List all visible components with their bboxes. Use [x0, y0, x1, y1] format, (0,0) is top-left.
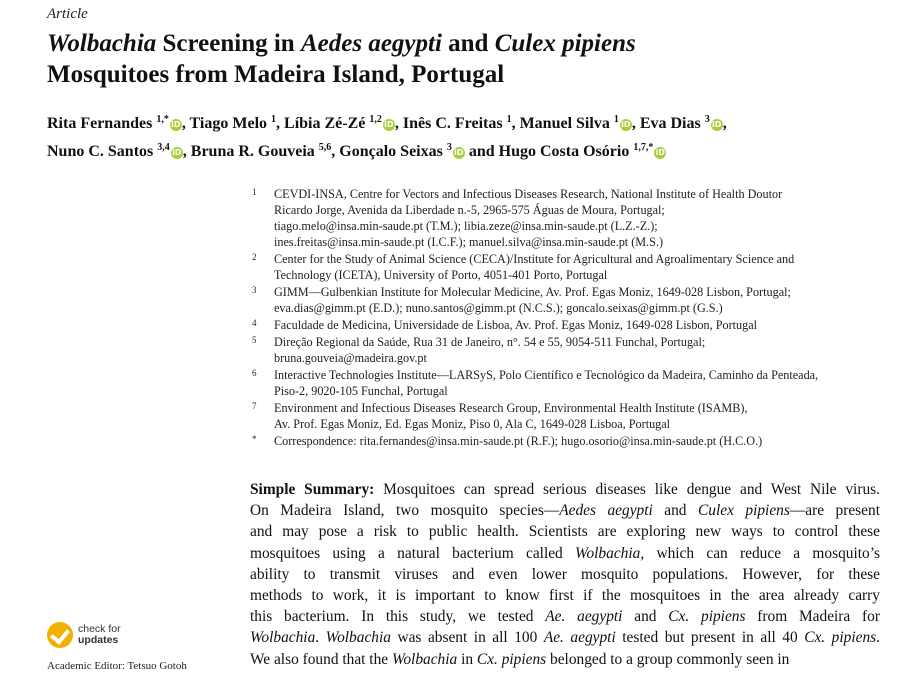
affiliation-item — [250, 400, 880, 432]
check-line-2: updates — [78, 634, 119, 646]
affiliation-line: Faculdade de Medicina, Universidade de Lisboa, Av. Prof. Egas Moniz, 1649-028 Lisbon, Portugal — [274, 318, 757, 332]
summary-segment: Aedes aegypti — [559, 502, 653, 520]
summary-segment: in — [457, 650, 477, 668]
summary-segment: On Madeira Island, two mosquito species— — [250, 502, 560, 520]
author-separator: , — [631, 115, 640, 132]
summary-segment: and may pose a risk to public health. Scientists are exploring new ways to control these — [250, 523, 880, 541]
summary-segment: . — [876, 629, 880, 647]
check-line-1: check for — [78, 623, 121, 635]
summary-segment: Ae. aegypti — [545, 608, 623, 626]
affiliation-number: 6 — [252, 368, 257, 378]
author-affiliation-marker: 3,4 — [157, 142, 170, 153]
summary-segment: and — [652, 502, 698, 520]
author-separator: , — [394, 115, 403, 132]
summary-segment: tested but present in all 40 — [615, 629, 805, 647]
author[interactable] — [47, 143, 183, 160]
author-affiliation-marker: 1,7,* — [633, 142, 654, 153]
title-line-1 — [47, 28, 877, 59]
title-segment: and — [441, 30, 495, 57]
author-separator: , — [182, 143, 191, 160]
check-for-updates-badge[interactable] — [47, 622, 137, 650]
author[interactable] — [403, 115, 512, 132]
author-name: Rita Fernandes — [47, 115, 157, 132]
summary-segment: Cx. pipiens — [476, 650, 547, 668]
summary-segment: , which can reduce a mosquito’s — [640, 544, 880, 562]
article-title — [47, 28, 877, 90]
affiliation-item — [250, 251, 880, 283]
affiliation-line: tiago.melo@insa.min-saude.pt (T.M.); libia.zeze@insa.min-saude.pt (L.Z.-Z.); — [274, 219, 658, 233]
orcid-icon[interactable]: iD — [655, 148, 665, 157]
author-affiliation-marker: 1 — [271, 114, 277, 125]
author-separator: , — [276, 115, 285, 132]
affiliation-item — [250, 317, 880, 333]
affiliation-line: eva.dias@gimm.pt (E.D.); nuno.santos@gimm.pt (N.C.S.); goncalo.seixas@gimm.pt (G.S.) — [274, 301, 723, 315]
affiliation-line: Technology (ICETA), University of Porto, 4051-401 Porto, Portugal — [274, 268, 608, 282]
check-for-updates-text — [78, 624, 121, 646]
author-affiliation-marker: 3 — [446, 142, 452, 153]
summary-segment: Mosquitoes can spread serious diseases like dengue and West Nile virus. — [374, 481, 880, 498]
summary-segment: Wolbachia — [575, 544, 641, 562]
author-separator: , — [511, 115, 520, 132]
author-affiliation-marker: 3 — [704, 114, 710, 125]
affiliation-line: CEVDI-INSA, Centre for Vectors and Infectious Diseases Research, National Institute of Health Doutor — [274, 187, 783, 201]
author-separator: and — [464, 143, 499, 160]
author-name: Eva Dias — [639, 115, 705, 132]
author-affiliation-marker: 1 — [613, 114, 619, 125]
author-name: Hugo Costa Osório — [498, 143, 634, 160]
summary-line — [250, 521, 880, 542]
affiliation-line: bruna.gouveia@madeira.gov.pt — [274, 351, 427, 365]
summary-line — [250, 585, 880, 606]
title-segment: Screening in — [156, 30, 301, 57]
author[interactable] — [190, 115, 276, 132]
affiliation-line: Environment and Infectious Diseases Research Group, Environmental Health Institute (ISAMB), — [274, 401, 748, 415]
summary-line — [250, 500, 880, 521]
summary-segment: Wolbachia — [325, 629, 391, 647]
article-type: Article — [47, 6, 88, 22]
summary-line — [250, 564, 880, 585]
author-name: Gonçalo Seixas — [339, 143, 447, 160]
author[interactable] — [499, 143, 667, 160]
summary-segment: was absent in all 100 — [390, 629, 544, 647]
author-list — [47, 108, 877, 164]
summary-segment: Cx. pipiens — [804, 629, 877, 647]
summary-segment: this bacterium. In this study, we tested — [250, 608, 546, 626]
affiliation-item — [250, 433, 880, 449]
summary-segment: Ae. aegypti — [543, 629, 616, 647]
summary-line — [250, 479, 880, 500]
summary-heading: Simple Summary: — [250, 481, 375, 498]
affiliation-line: Correspondence: rita.fernandes@insa.min-saude.pt (R.F.); hugo.osorio@insa.min-saude.pt (H.C.O.) — [274, 434, 763, 448]
academic-editor: Academic Editor: Tetsuo Gotoh — [47, 660, 187, 672]
title-line-2: Mosquitoes from Madeira Island, Portugal — [47, 61, 505, 88]
affiliation-number: 1 — [252, 187, 257, 197]
author-name: Bruna R. Gouveia — [190, 143, 319, 160]
summary-line — [250, 649, 880, 670]
orcid-icon[interactable]: iD — [171, 120, 181, 129]
author-line-2 — [47, 136, 877, 164]
orcid-icon[interactable]: iD — [384, 120, 394, 129]
affiliation-number: 2 — [252, 252, 257, 262]
author[interactable] — [339, 143, 465, 160]
title-segment: Aedes aegypti — [300, 30, 442, 57]
affiliation-item — [250, 334, 880, 366]
author-separator: , — [181, 115, 190, 132]
author[interactable] — [191, 143, 332, 160]
summary-segment: ability to transmit viruses and even lower mosquito populations. However, for these — [250, 565, 880, 583]
title-segment: Wolbachia — [47, 30, 157, 57]
summary-line — [250, 606, 880, 627]
author[interactable] — [47, 115, 182, 132]
author-name: Líbia Zé-Zé — [284, 115, 370, 132]
simple-summary — [250, 479, 880, 670]
affiliation-number: 3 — [252, 285, 257, 295]
author[interactable] — [520, 115, 632, 132]
summary-segment: —are present — [789, 502, 880, 520]
check-badge-icon — [47, 622, 73, 648]
author-affiliation-marker: 1 — [506, 114, 512, 125]
summary-line — [250, 627, 880, 648]
author-affiliation-marker: 1,2 — [369, 114, 382, 125]
summary-segment: methods to work, it is important to know first if the mosquitoes in the area already carry — [250, 587, 880, 605]
summary-segment: Culex pipiens — [698, 502, 790, 520]
orcid-icon[interactable]: iD — [712, 120, 722, 129]
affiliation-number: 5 — [252, 335, 257, 345]
author-name: Manuel Silva — [519, 115, 614, 132]
author[interactable] — [284, 115, 395, 132]
author-affiliation-marker: 1,* — [156, 114, 169, 125]
affiliation-number: 4 — [252, 318, 257, 328]
affiliation-line: ines.freitas@insa.min-saude.pt (I.C.F.); manuel.silva@insa.min-saude.pt (M.S.) — [274, 235, 664, 249]
title-segment: Culex pipiens — [494, 30, 636, 57]
affiliations — [250, 186, 880, 450]
summary-segment: mosquitoes using a natural bacterium called — [250, 544, 576, 562]
author-name: Nuno C. Santos — [47, 143, 158, 160]
summary-segment: Cx. pipiens — [668, 608, 746, 626]
author-name: Inês C. Freitas — [402, 115, 507, 132]
affiliation-line: Interactive Technologies Institute—LARSyS, Polo Científico e Tecnológico da Madeira, Caminho da Penteada, — [274, 368, 819, 382]
affiliation-line: Av. Prof. Egas Moniz, Ed. Egas Moniz, Piso 0, Ala C, 1649-028 Lisboa, Portugal — [274, 417, 671, 431]
affiliation-line: Piso-2, 9020-105 Funchal, Portugal — [274, 384, 448, 398]
author-name: Tiago Melo — [189, 115, 272, 132]
author-affiliation-marker: 5,6 — [318, 142, 332, 153]
summary-line — [250, 543, 880, 564]
affiliation-number: 7 — [252, 401, 257, 411]
author[interactable] — [640, 115, 723, 132]
orcid-icon[interactable]: iD — [454, 148, 464, 157]
affiliation-item — [250, 186, 880, 250]
affiliation-number: * — [252, 434, 257, 444]
summary-segment: from Madeira for — [745, 608, 881, 626]
summary-segment: and — [622, 608, 669, 626]
summary-segment: Wolbachia — [250, 629, 316, 647]
author-separator: , — [722, 115, 727, 132]
affiliation-item — [250, 367, 880, 399]
affiliation-line: Ricardo Jorge, Avenida da Liberdade n.-5, 2965-575 Águas de Moura, Portugal; — [274, 203, 665, 217]
orcid-icon[interactable]: iD — [621, 120, 631, 129]
author-line-1 — [47, 108, 877, 136]
affiliation-item — [250, 284, 880, 316]
summary-segment: Wolbachia — [391, 650, 458, 668]
summary-segment: . — [315, 629, 326, 647]
affiliation-line: Center for the Study of Animal Science (CECA)/Institute for Agricultural and Agroalimentary Science and — [274, 252, 795, 266]
affiliation-line: GIMM—Gulbenkian Institute for Molecular Medicine, Av. Prof. Egas Moniz, 1649-028 Lisbon, Portugal; — [274, 285, 791, 299]
orcid-icon[interactable]: iD — [172, 148, 182, 157]
summary-segment: belonged to a group commonly seen in — [546, 650, 790, 668]
summary-segment: We also found that the — [250, 650, 392, 668]
author-separator: , — [331, 143, 340, 160]
affiliation-line: Direção Regional da Saúde, Rua 31 de Janeiro, n°. 54 e 55, 9054-511 Funchal, Portugal; — [274, 335, 706, 349]
